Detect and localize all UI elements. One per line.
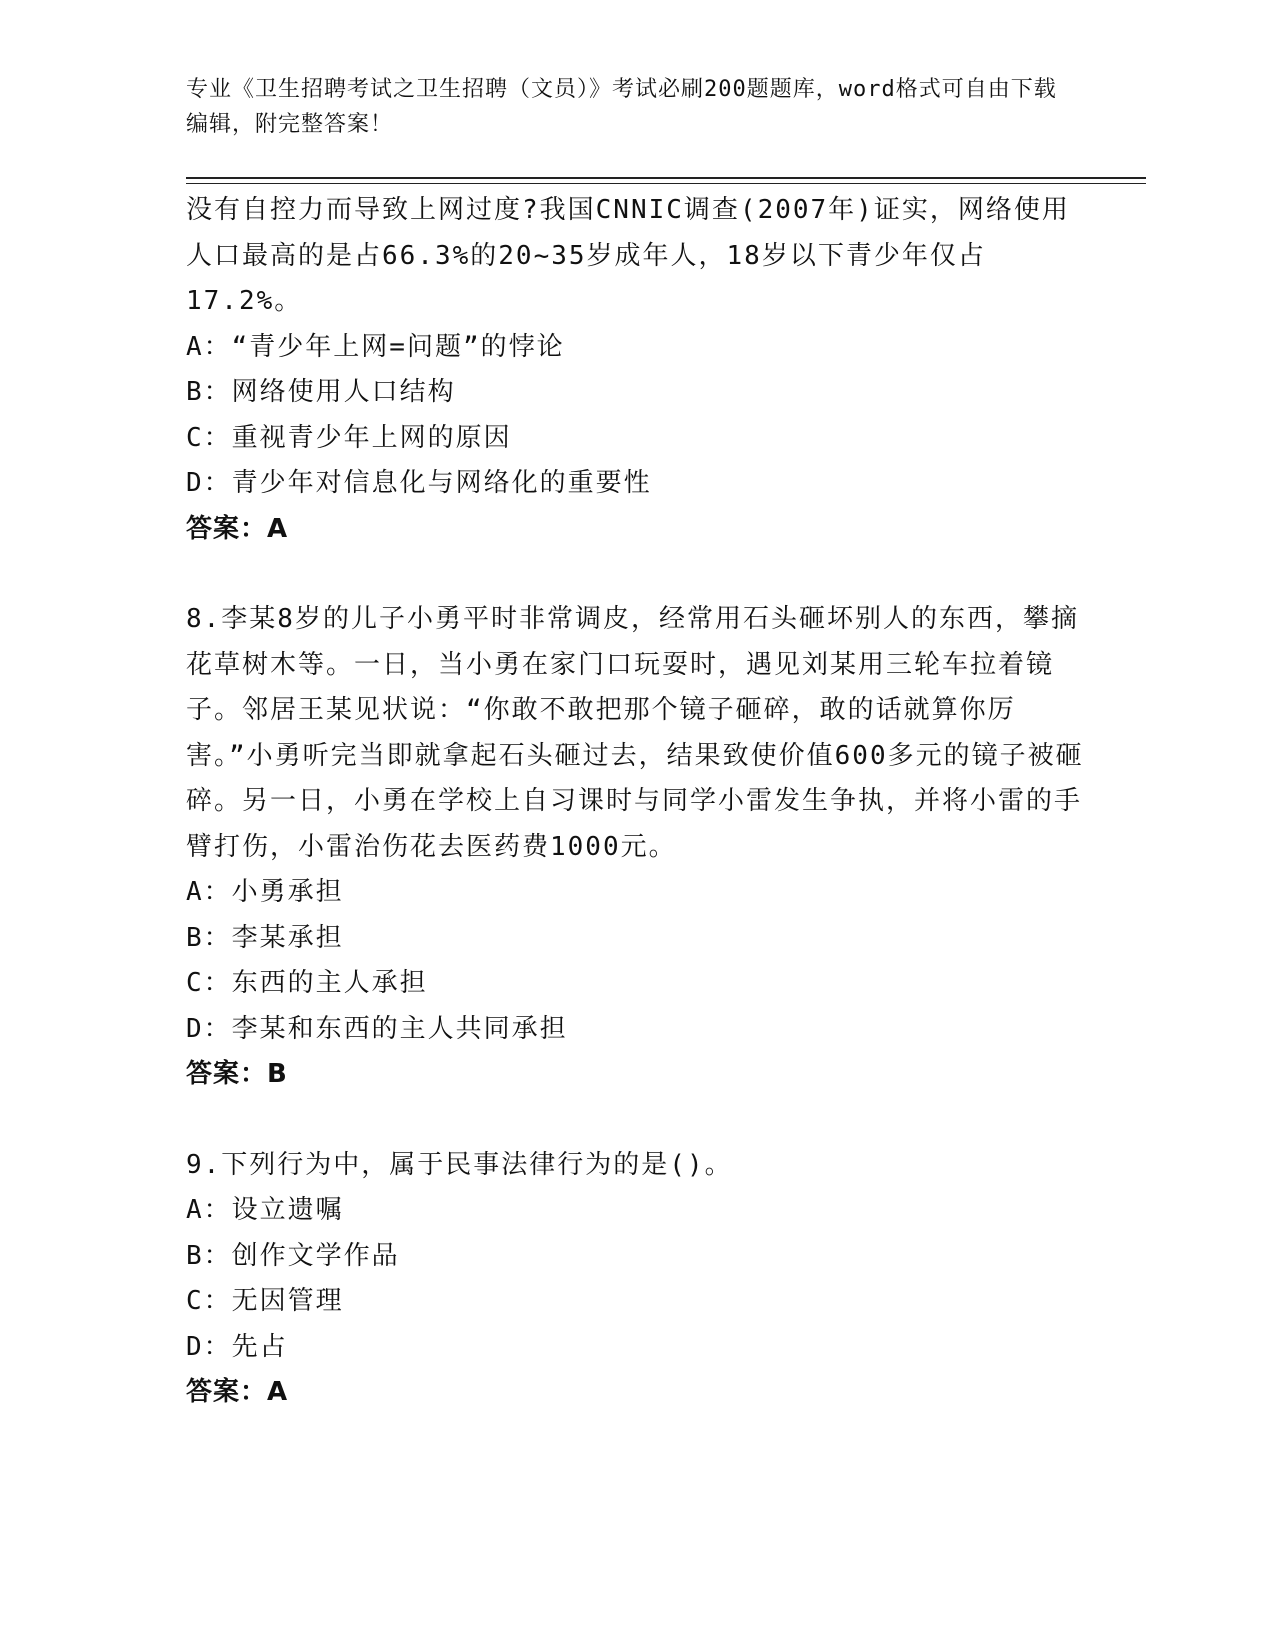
question-7 [186, 188, 1086, 552]
spacer [186, 552, 1086, 597]
option-d: D：青少年对信息化与网络化的重要性 [186, 468, 652, 498]
question-9 [186, 1143, 1086, 1416]
option-c: C：无因管理 [186, 1286, 344, 1316]
option-c: C：重视青少年上网的原因 [186, 422, 512, 453]
question-8 [186, 597, 1086, 1098]
question-stem: 没有自控力而导致上网过度?我国CNNIC调查(2007年)证实，网络使用人口最高的是占66.3%的20~35岁成年人，18岁以下青少年仅占17.2%。 [186, 195, 1070, 316]
answer: 答案：A [186, 1377, 289, 1407]
option-b: B：网络使用人口结构 [186, 377, 456, 407]
document-body [186, 188, 1086, 1416]
header-divider-thin [186, 183, 1146, 184]
option-a: A：设立遗嘱 [186, 1195, 344, 1225]
spacer [186, 1098, 1086, 1143]
option-b: B：李某承担 [186, 922, 344, 953]
header-divider-thick [186, 177, 1146, 179]
option-d: D：先占 [186, 1331, 288, 1362]
option-b: B：创作文学作品 [186, 1240, 400, 1271]
answer: 答案：A [186, 513, 289, 544]
option-a: A：小勇承担 [186, 877, 344, 907]
question-stem: 8.李某8岁的儿子小勇平时非常调皮，经常用石头砸坏别人的东西，攀摘花草树木等。一日，当小勇在家门口玩耍时，遇见刘某用三轮车拉着镜子。邻居王某见状说：“你敢不敢把那个镜子砸碎，敢的话就算你厉害。”小勇听完当即就拿起石头砸过去，结果致使价值600多元的镜子被砸碎。另一日，小勇在学校上自习课时与同学小雷发生争执，并将小雷的手臂打伤，小雷治伤花去医药费1000元。 [186, 604, 1084, 862]
document-header [186, 72, 1146, 142]
question-stem: 9.下列行为中，属于民事法律行为的是()。 [186, 1149, 733, 1180]
option-d: D：李某和东西的主人共同承担 [186, 1013, 568, 1044]
answer: 答案：B [186, 1059, 288, 1089]
document-title: 专业《卫生招聘考试之卫生招聘（文员）》考试必刷200题题库，word格式可自由下载编辑，附完整答案！ [186, 77, 1057, 137]
option-c: C：东西的主人承担 [186, 968, 428, 998]
option-a: A：“青少年上网=问题”的悖论 [186, 331, 565, 362]
